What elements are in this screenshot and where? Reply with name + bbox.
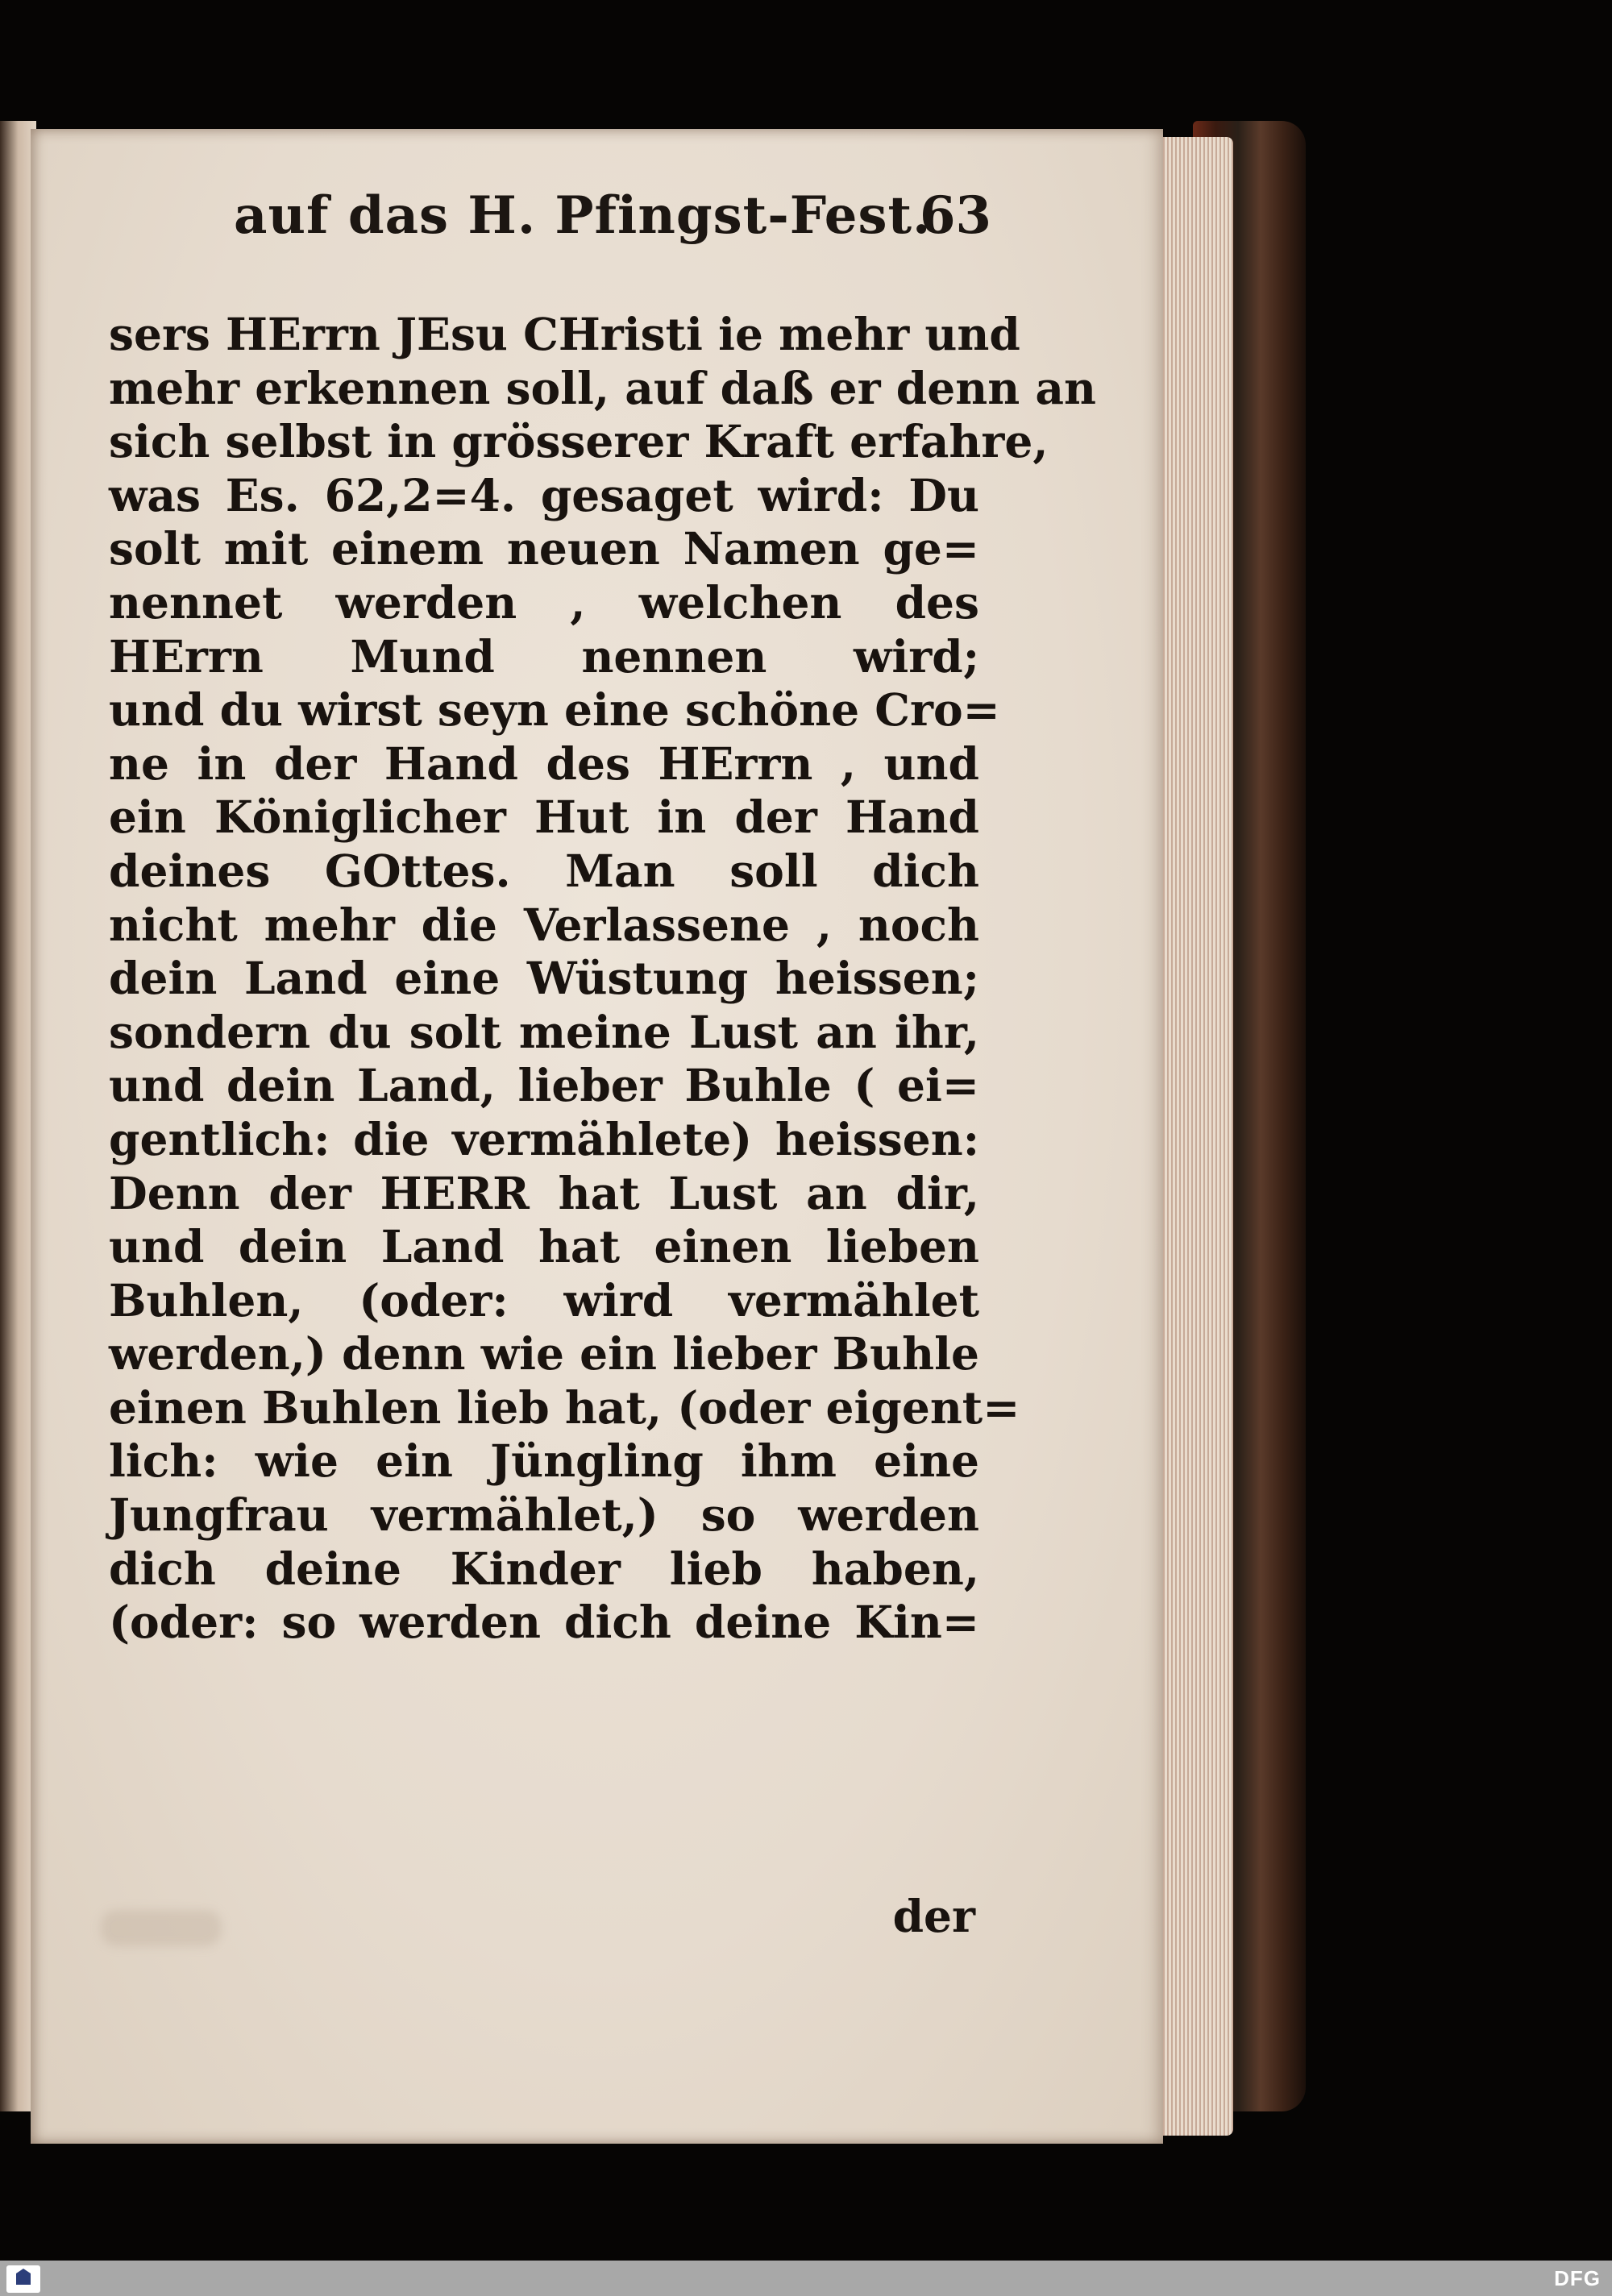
text-line: gentlich: die vermählete) heissen: [109, 1112, 979, 1165]
text-line: ein Königlicher Hut in der Hand [109, 791, 979, 844]
text-line: nicht mehr die Verlassene , noch [109, 898, 979, 951]
text-line: solt mit einem neuen Namen ge= [109, 522, 979, 575]
text-line: dein Land eine Wüstung heissen; [109, 952, 979, 1005]
text-line: dich deine Kinder lieb haben, [109, 1542, 979, 1595]
text-line: Denn der HERR hat Lust an dir, [109, 1166, 979, 1219]
text-line: einen Buhlen lieb hat, (oder eigent= [109, 1381, 1020, 1434]
text-line: und du wirst seyn eine schöne Cro= [109, 683, 1000, 737]
text-line: Jungfrau vermählet,) so werden [109, 1488, 979, 1542]
catchword: der [892, 1890, 975, 1942]
text-line: und dein Land, lieber Buhle ( ei= [109, 1059, 979, 1112]
text-line: HErrn Mund nennen wird; [109, 629, 979, 683]
text-line: was Es. 62,2=4. gesaget wird: Du [109, 468, 979, 521]
text-line: deines GOttes. Man soll dich [109, 844, 979, 897]
text-line: ne in der Hand des HErrn , und [109, 737, 979, 790]
text-line: und dein Land hat einen lieben [109, 1220, 979, 1273]
running-title: auf das H. Pfingst-Fest. [234, 185, 932, 246]
text-line: nennet werden , welchen des [109, 575, 979, 629]
ink-stain [101, 1910, 222, 1946]
page-leaves-edge [1161, 137, 1233, 2136]
page-number: 63 [919, 185, 991, 246]
text-line: werden,) denn wie ein lieber Buhle [109, 1327, 979, 1381]
text-line: (oder: so werden dich deine Kin= [109, 1596, 979, 1649]
text-line: sich selbst in grösserer Kraft erfahre, [109, 415, 1049, 468]
library-logo-icon [6, 2265, 40, 2293]
dfg-logo: DFG [1554, 2266, 1601, 2290]
text-line: Buhlen, (oder: wird vermählet [109, 1273, 979, 1327]
viewer-footer-bar [0, 2261, 1612, 2296]
text-line: lich: wie ein Jüngling ihm eine [109, 1434, 979, 1488]
text-line: sondern du solt meine Lust an ihr, [109, 1005, 979, 1058]
text-line: sers HErrn JEsu CHristi ie mehr und [109, 308, 1020, 360]
body-text [109, 308, 1096, 1650]
text-line: mehr erkennen soll, auf daß er denn an [109, 361, 1096, 414]
